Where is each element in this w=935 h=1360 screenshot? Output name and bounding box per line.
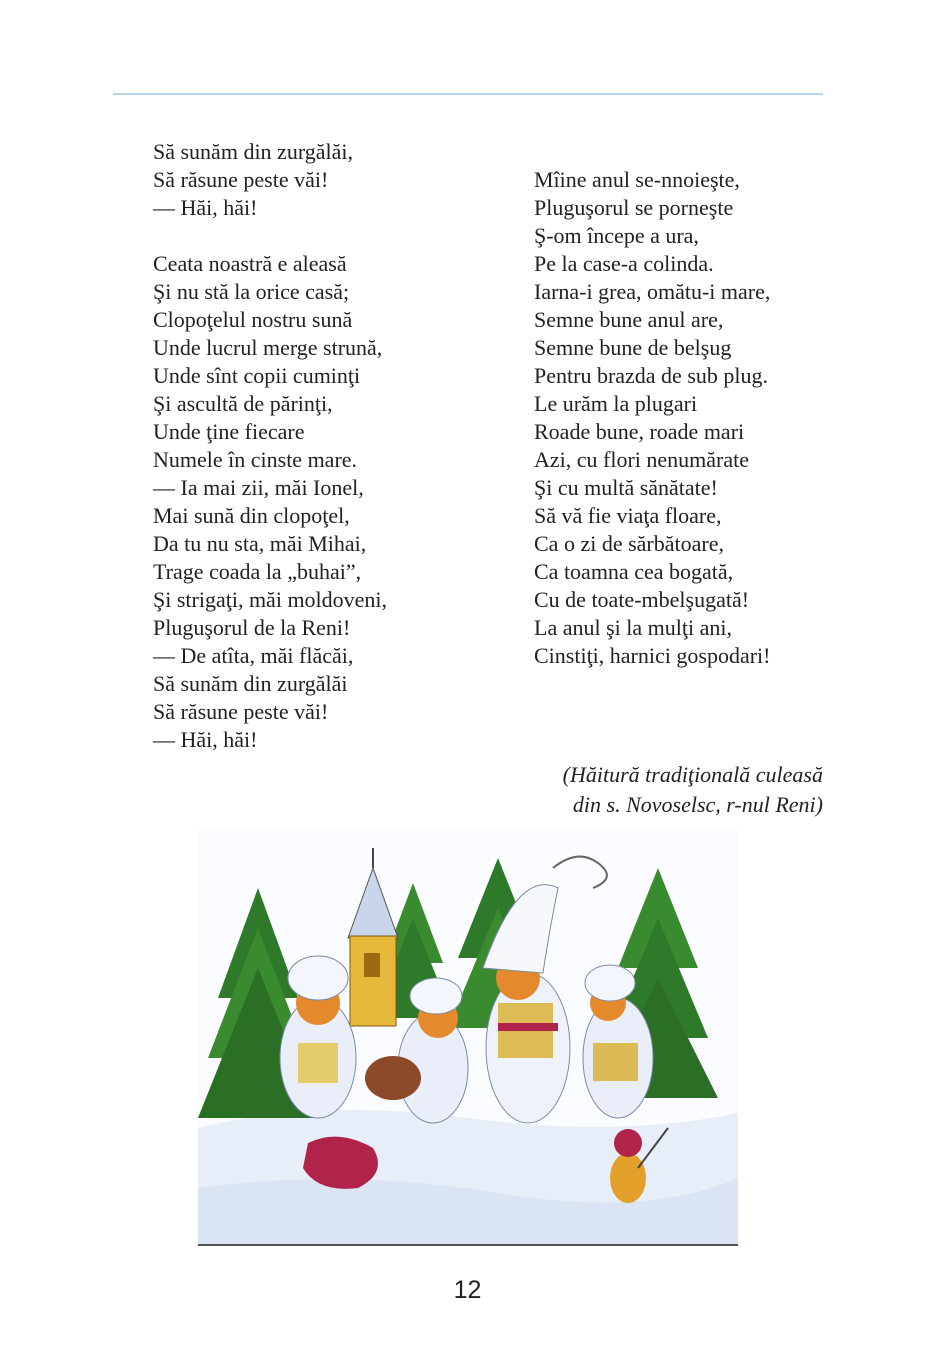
poem-line: Pluguşorul se porneşte <box>534 195 734 220</box>
poem-line: — Hăi, hăi! <box>153 195 258 220</box>
poem-line: Le urăm la plugari <box>534 391 698 416</box>
poem-line: Ca o zi de sărbătoare, <box>534 531 724 556</box>
poem-line: Cinstiţi, harnici gospodari! <box>534 643 771 668</box>
poem-line: Să răsune peste văi! <box>153 167 329 192</box>
poem-line: — Ia mai zii, măi Ionel, <box>153 475 364 500</box>
poem-line: Ceata noastră e aleasă <box>153 251 347 276</box>
winter-carolers-illustration <box>198 828 738 1246</box>
poem-line: Şi nu stă la orice casă; <box>153 279 350 304</box>
poem-line: Semne bune anul are, <box>534 307 724 332</box>
poem-line: Azi, cu flori nenumărate <box>534 447 750 472</box>
poem-right-column <box>534 166 770 670</box>
source-line-2: din s. Novoselsc, r-nul Reni) <box>572 792 823 817</box>
poem-line: Ş-om începe a ura, <box>534 223 699 248</box>
poem-line: Da tu nu sta, măi Mihai, <box>153 531 367 556</box>
poem-left-column <box>153 138 387 754</box>
poem-line: Să sunăm din zurgălăi, <box>153 139 353 164</box>
poem-line: Mîine anul se-nnoieşte, <box>534 167 740 192</box>
poem-line: Pentru brazda de sub plug. <box>534 363 768 388</box>
poem-line: Şi ascultă de părinţi, <box>153 391 333 416</box>
page-number: 12 <box>453 1276 482 1304</box>
poem-line: Ca toamna cea bogată, <box>534 559 734 584</box>
poem-line: Să sunăm din zurgălăi <box>153 671 348 696</box>
poem-line: Mai sună din clopoţel, <box>153 503 350 528</box>
poem-line: Şi strigaţi, măi moldoveni, <box>153 587 388 612</box>
poem-line: Şi cu multă sănătate! <box>534 475 718 500</box>
poem-line: Clopoţelul nostru sună <box>153 307 353 332</box>
source-attribution <box>563 760 823 820</box>
poem-line: — De atîta, măi flăcăi, <box>153 643 354 668</box>
header-rule <box>113 93 823 95</box>
poem-line: Unde lucrul merge strună, <box>153 335 383 360</box>
stanza-gap <box>153 222 387 250</box>
poem-line: Iarna-i grea, omătu-i mare, <box>534 279 771 304</box>
poem-line: Semne bune de belşug <box>534 335 732 360</box>
poem-line: Numele în cinste mare. <box>153 447 358 472</box>
caroler-figure <box>280 956 356 1118</box>
poem-line: Pe la case-a colinda. <box>534 251 714 276</box>
source-line-1: (Hăitură tradiţională culeasă <box>562 762 823 787</box>
poem-line: — Hăi, hăi! <box>153 727 258 752</box>
poem-line: Unde sînt copii cuminţi <box>153 363 361 388</box>
poem-line: Să răsune peste văi! <box>153 699 329 724</box>
poem-line: Cu de toate-mbelşugată! <box>534 587 750 612</box>
poem-line: Pluguşorul de la Reni! <box>153 615 351 640</box>
poem-line: Trage coada la „buhai”, <box>153 559 362 584</box>
poem-line: Să vă fie viaţa floare, <box>534 503 722 528</box>
poem-line: Roade bune, roade mari <box>534 419 745 444</box>
poem-line: La anul şi la mulţi ani, <box>534 615 732 640</box>
poem-line: Unde ţine fiecare <box>153 419 305 444</box>
